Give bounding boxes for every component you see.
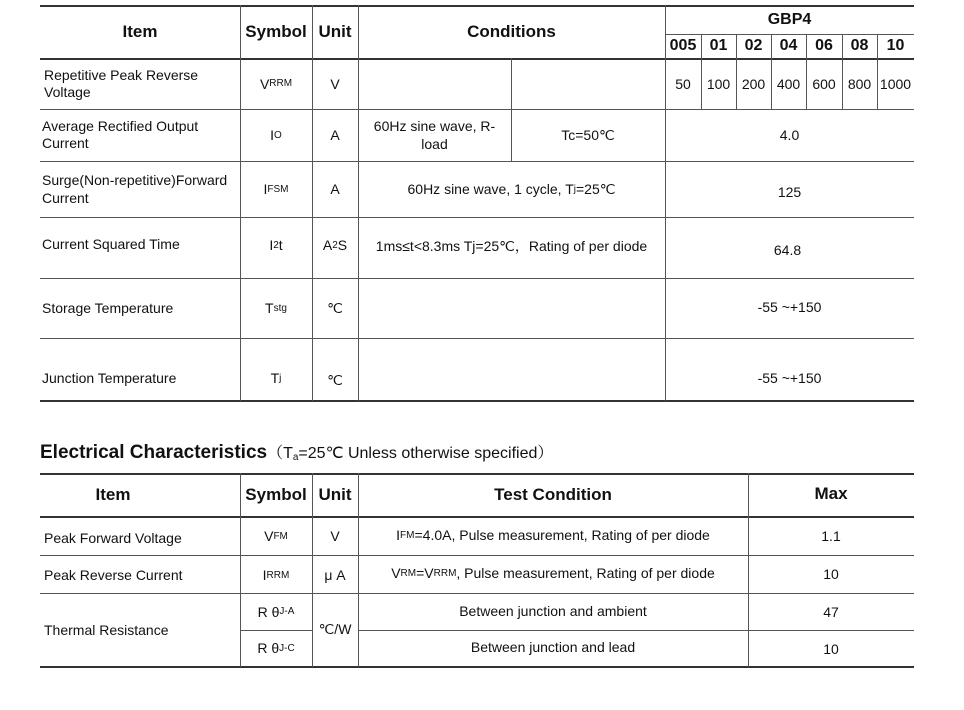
row-symbol: I FSM (263, 181, 289, 197)
grade-label: 08 (850, 37, 869, 54)
header-max: Max (814, 483, 848, 503)
header-test-condition: Test Condition (494, 484, 612, 504)
rating-value: 4.0 (779, 127, 800, 143)
row-item-label: Current Squared Time (42, 236, 180, 252)
row-condition: V RM =V RRM , Pulse measurement, Rating of per diode (391, 565, 715, 581)
rating-value: -55 ~+150 (757, 370, 822, 386)
row-unit: V (330, 75, 340, 92)
grade-label: 02 (744, 37, 763, 54)
row-condition: 60Hz sine wave, R-load (373, 118, 496, 152)
max-value: 10 (823, 641, 839, 657)
row-symbol: R θ J-A (257, 603, 295, 620)
row-condition: Between junction and lead (470, 639, 636, 655)
grade-label: 04 (779, 37, 798, 54)
rating-value: 125 (777, 184, 802, 200)
row-symbol: T stg (265, 300, 287, 316)
rating-value: 64.8 (773, 242, 802, 258)
header-part-number: GBP4 (767, 10, 812, 28)
header-unit: Unit (318, 484, 352, 504)
row-symbol: V FM (264, 528, 288, 544)
row-item-label: Storage Temperature (42, 300, 174, 316)
grade-label: 10 (886, 37, 905, 54)
rating-value: 800 (847, 75, 872, 92)
max-value: 47 (823, 603, 839, 620)
row-unit: A 2 S (322, 237, 348, 253)
header-item: Item (95, 484, 131, 504)
header-symbol: Symbol (245, 484, 307, 504)
row-symbol: I O (270, 127, 282, 143)
row-symbol: I RRM (262, 567, 290, 583)
row-item-label: Junction Temperature (42, 370, 177, 386)
row-unit: ℃ (327, 371, 343, 388)
rating-value: 200 (741, 75, 766, 92)
row-unit: V (330, 528, 340, 544)
row-unit: ℃ (327, 299, 343, 316)
row-condition: I FM =4.0A, Pulse measurement, Rating of per diode (396, 527, 710, 543)
row-item-label: Average Rectified Output Current (42, 118, 199, 151)
header-item: Item (122, 21, 158, 41)
rating-value: -55 ~+150 (757, 299, 822, 315)
rating-value: 50 (675, 75, 691, 92)
row-item-label: Peak Reverse Current (44, 567, 183, 583)
row-symbol: R θ J-C (257, 640, 295, 656)
row-item-label: Peak Forward Voltage (44, 530, 182, 546)
row-item-label: Thermal Resistance (44, 621, 169, 638)
section-title: Electrical $Characteristics(T_a=25℃$ Unless otherwise specified） (40, 442, 554, 463)
row-unit: A (330, 181, 340, 197)
row-symbol: T j (270, 370, 282, 386)
rating-value: 100 (706, 75, 731, 92)
row-item-label: Surge(Non-repetitive)Forward Current (42, 172, 228, 206)
row-condition: 60Hz sine wave, 1 cycle, T j =25℃ (407, 180, 616, 197)
row-unit: ℃/W (318, 621, 352, 637)
row-condition: Between junction and ambient (459, 602, 647, 619)
grade-label: 01 (709, 37, 728, 54)
row-symbol: I 2 t (269, 237, 283, 253)
rating-value: 1000 (879, 75, 912, 92)
row-unit: A (330, 127, 340, 143)
rating-value: 600 (812, 75, 836, 92)
row-condition: 1ms≤t<8.3ms Tj=25℃，Rating of per diode (375, 238, 648, 254)
header-conditions: Conditions (467, 21, 556, 41)
header-unit: Unit (318, 21, 352, 41)
header-symbol: Symbol (245, 21, 307, 41)
grade-label: 06 (815, 37, 833, 54)
max-value: 1.1 (821, 528, 841, 544)
row-condition-temp: Tc=50℃ (561, 126, 615, 143)
rating-value: 400 (776, 75, 801, 92)
row-unit: μ A (324, 567, 346, 583)
row-symbol: V RRM (259, 75, 293, 92)
row-item-label: Repetitive Peak Reverse Voltage (44, 66, 199, 100)
max-value: 10 (823, 566, 839, 582)
grade-label: 005 (669, 37, 697, 54)
